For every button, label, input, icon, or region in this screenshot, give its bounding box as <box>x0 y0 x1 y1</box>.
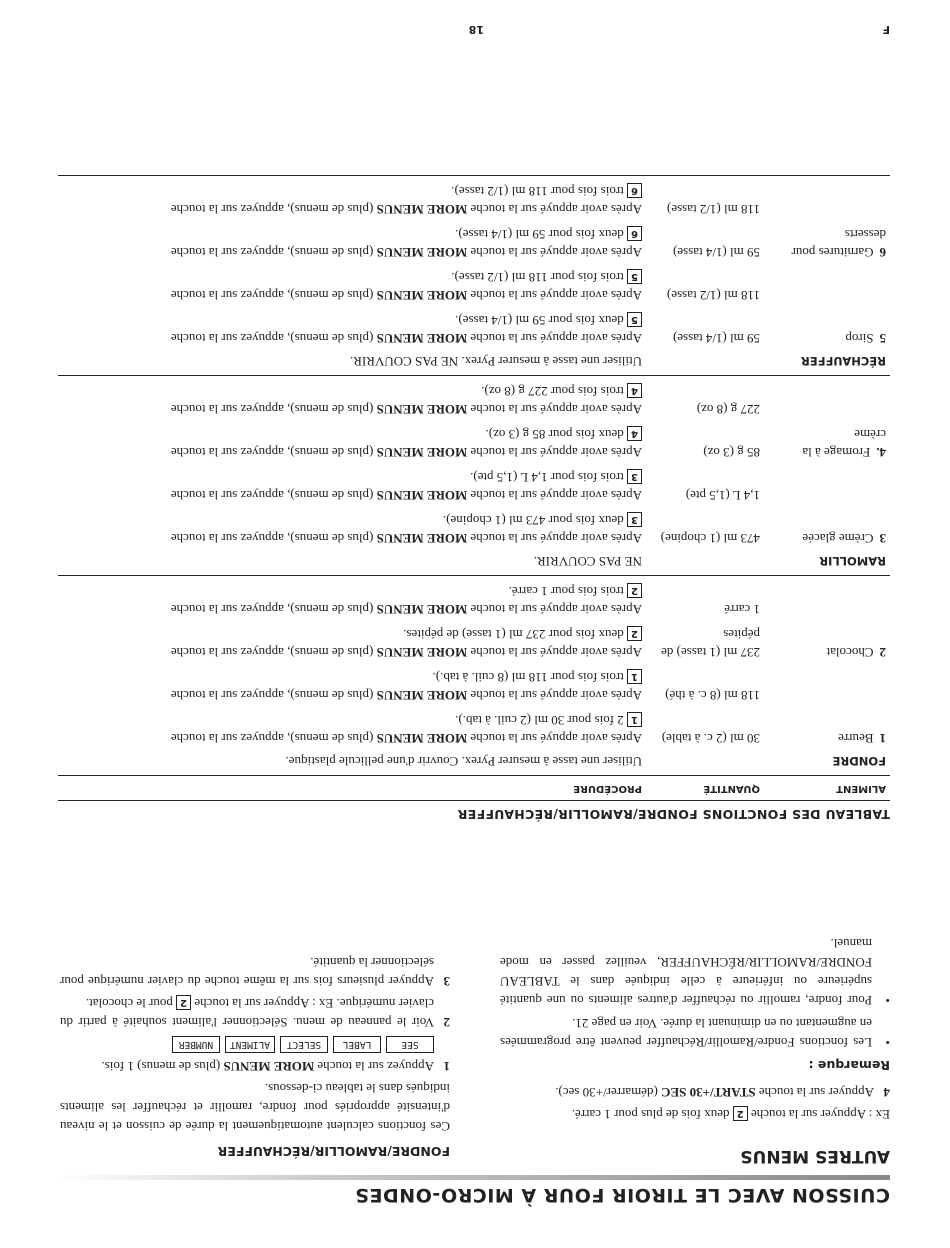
item-number: 4. <box>876 445 886 460</box>
aliment-cell <box>764 376 890 420</box>
procedure-post: (plus de menus), appuyez sur la touche <box>170 202 374 217</box>
aliment-cell <box>764 262 890 305</box>
procedure-pre: Après avoir appuyé sur la touche <box>470 202 642 217</box>
more-menus-key-label: MORE MENUS <box>376 531 468 546</box>
quantite-cell: 118 ml (1/2 tasse) <box>666 288 760 303</box>
example-pre: Ex : Appuyer sur la touche <box>751 1107 890 1122</box>
number-key: 4 <box>627 383 642 398</box>
category-note: Utiliser une tasse à mesurer Pyrex. Couvrir d'une pellicule plastique. <box>58 748 646 776</box>
note-bullet-1 <box>500 1014 890 1052</box>
quantite-cell: 237 ml (1 tasse) de pépites <box>661 627 760 660</box>
procedure-post: (plus de menus), appuyez sur la touche <box>170 731 374 746</box>
procedure-pre: Après avoir appuyé sur la touche <box>470 402 642 417</box>
quantite-cell: 118 ml (8 c. à thé) <box>665 688 760 703</box>
procedure-cell <box>58 219 646 262</box>
aliment-cell <box>764 576 890 620</box>
more-menus-key-label: MORE MENUS <box>376 731 468 746</box>
category-name: RAMOLLIR <box>819 554 886 568</box>
table-row <box>58 576 890 620</box>
step-number: 2 <box>443 1015 450 1030</box>
more-menus-key-label: MORE MENUS <box>223 1059 315 1074</box>
item-name: Chocolat <box>826 645 874 660</box>
note-bullet-2 <box>500 934 890 1010</box>
table-row <box>58 505 890 548</box>
display-word: LABEL <box>333 1036 381 1053</box>
more-menus-key-label: MORE MENUS <box>376 445 468 460</box>
aliment-cell <box>764 305 890 348</box>
item-name: Sirop <box>845 331 874 346</box>
procedure-post: (plus de menus), appuyez sur la touche <box>170 531 374 546</box>
step1-post: (plus de menus) 1 fois. <box>101 1059 221 1074</box>
quantite-cell: 59 ml (1/4 tasse) <box>672 331 760 346</box>
aliment-cell <box>764 505 890 548</box>
more-menus-key-label: MORE MENUS <box>376 645 468 660</box>
table-row <box>58 619 890 662</box>
quantite-cell: 118 ml (1/2 tasse) <box>666 202 760 217</box>
bullet-icon: • <box>885 993 890 1008</box>
category-name: FONDRE <box>832 754 886 768</box>
number-key: 2 <box>627 583 642 598</box>
procedure-tail: deux fois pour 237 ml (1 tasse) de pépites. <box>403 627 624 642</box>
category-note: Utiliser une tasse à mesurer Pyrex. NE PAS COUVRIR. <box>58 348 646 376</box>
procedure-cell <box>58 305 646 348</box>
aliment-cell <box>764 176 890 220</box>
step-1 <box>60 1057 450 1076</box>
step-number: 3 <box>443 974 450 989</box>
col-header-procedure: PROCÉDURE <box>58 776 646 801</box>
table-row <box>58 262 890 305</box>
step1-pre: Appuyez sur la touche <box>317 1059 434 1074</box>
procedure-cell <box>58 376 646 420</box>
procedure-pre: Après avoir appuyé sur la touche <box>470 445 642 460</box>
table-row <box>58 376 890 420</box>
step2-pre: Voir le panneau de menu. Sélectionner l'aliment souhaité à partir du clavier numérique. Ex : Appuyer sur la touche <box>60 996 434 1030</box>
procedure-cell <box>58 262 646 305</box>
table-row <box>58 705 890 748</box>
more-menus-key-label: MORE MENUS <box>376 202 468 217</box>
procedure-pre: Après avoir appuyé sur la touche <box>470 331 642 346</box>
procedure-post: (plus de menus), appuyez sur la touche <box>170 245 374 260</box>
step3-text: Appuyer plusieurs fois sur la même touche du clavier numérique pour sélectionner la quantité. <box>60 955 434 989</box>
procedure-tail: trois fois pour 118 ml (8 cuil. à tab.). <box>432 670 624 685</box>
step2-post: pour le chocolat. <box>85 996 173 1011</box>
procedure-post: (plus de menus), appuyez sur la touche <box>170 688 374 703</box>
procedure-cell <box>58 662 646 705</box>
step-3 <box>60 953 450 991</box>
table-end-rule <box>58 174 890 176</box>
quantite-cell: 30 ml (2 c. à table) <box>661 731 760 746</box>
more-menus-key-label: MORE MENUS <box>376 688 468 703</box>
header-rule <box>58 1175 890 1180</box>
procedure-post: (plus de menus), appuyez sur la touche <box>170 488 374 503</box>
item-name: Garnitures pour desserts <box>791 227 886 260</box>
procedure-tail: deux fois pour 473 ml (1 chopine). <box>442 513 624 528</box>
category-row-ramollir <box>58 548 890 576</box>
table-row <box>58 662 890 705</box>
procedure-post: (plus de menus), appuyez sur la touche <box>170 331 374 346</box>
table-row <box>58 419 890 462</box>
procedure-tail: deux fois pour 85 g (3 oz). <box>485 427 624 442</box>
item-number: 2 <box>879 645 886 660</box>
table-header-row <box>58 776 890 801</box>
example-post: deux fois de plus pour 1 carré. <box>571 1107 730 1122</box>
display-word: ALIMENT <box>225 1036 275 1053</box>
quantite-cell: 1,4 L (1,5 pte) <box>685 488 760 503</box>
display-word: SEE <box>386 1036 434 1053</box>
procedure-post: (plus de menus), appuyez sur la touche <box>170 645 374 660</box>
more-menus-key-label: MORE MENUS <box>376 488 468 503</box>
page-title: CUISSON AVEC LE TIROIR FOUR À MICRO-ONDES <box>354 1184 890 1206</box>
step-number: 4 <box>883 1085 890 1100</box>
aliment-cell <box>764 662 890 705</box>
number-key: 1 <box>627 712 642 727</box>
right-column <box>60 953 450 1161</box>
more-menus-key-label: MORE MENUS <box>376 288 468 303</box>
step-4 <box>500 1083 890 1102</box>
category-row-fondre <box>58 748 890 776</box>
quantite-cell: 227 g (8 oz) <box>696 402 760 417</box>
quantite-cell: 85 g (3 oz) <box>703 445 760 460</box>
table-row <box>58 219 890 262</box>
procedure-cell <box>58 505 646 548</box>
procedure-cell <box>58 705 646 748</box>
procedure-tail: trois fois pour 227 g (8 oz). <box>481 384 624 399</box>
quantite-cell: 1 carré <box>724 602 760 617</box>
more-menus-key-label: MORE MENUS <box>376 602 468 617</box>
procedure-cell <box>58 419 646 462</box>
left-column <box>500 934 890 1124</box>
bullet-icon: • <box>885 1035 890 1050</box>
section-title: AUTRES MENUS <box>740 1146 890 1166</box>
item-name: Fromage à la crème <box>802 427 886 460</box>
category-row-rechauffer <box>58 348 890 376</box>
procedure-post: (plus de menus), appuyez sur la touche <box>170 402 374 417</box>
procedure-post: (plus de menus), appuyez sur la touche <box>170 602 374 617</box>
aliment-cell <box>764 619 890 662</box>
item-number: 6 <box>879 245 886 260</box>
procedure-pre: Après avoir appuyé sur la touche <box>470 688 642 703</box>
page-number: 18 <box>468 23 484 36</box>
item-number: 5 <box>879 331 886 346</box>
more-menus-key-label: MORE MENUS <box>376 331 468 346</box>
procedure-pre: Après avoir appuyé sur la touche <box>470 488 642 503</box>
example-line <box>500 1105 890 1124</box>
aliment-cell <box>764 419 890 462</box>
display-word: NUMBER <box>172 1036 220 1053</box>
step-number: 1 <box>443 1059 450 1074</box>
procedure-tail: deux fois pour 59 ml (1/4 tasse). <box>455 227 624 242</box>
start-key-label: START/+30 SEC <box>661 1085 756 1100</box>
intro-text: Ces fonctions calculent automatiquement la durée de cuisson et le niveau d'intensité appropriés pour fondre, ramollir et réchauffer les aliments indiqués dans le tableau ci-dessous. <box>60 1081 450 1134</box>
language-code: F <box>882 23 890 36</box>
key-2: 2 <box>733 1106 748 1121</box>
item-number: 3 <box>879 531 886 546</box>
aliment-cell <box>764 705 890 748</box>
number-key: 3 <box>627 512 642 527</box>
number-key: 3 <box>627 469 642 484</box>
number-key: 2 <box>627 626 642 641</box>
procedure-post: (plus de menus), appuyez sur la touche <box>170 288 374 303</box>
procedure-pre: Après avoir appuyé sur la touche <box>470 731 642 746</box>
col-header-quantite: QUANTITÉ <box>646 776 764 801</box>
procedure-pre: Après avoir appuyé sur la touche <box>470 245 642 260</box>
display-word: SELECT <box>280 1036 328 1053</box>
note-title: Remarque : <box>808 1058 890 1073</box>
item-number: 1 <box>879 731 886 746</box>
procedure-tail: trois fois pour 118 ml (1/2 tasse). <box>451 184 624 199</box>
procedure-pre: Après avoir appuyé sur la touche <box>470 645 642 660</box>
procedure-post: (plus de menus), appuyez sur la touche <box>170 445 374 460</box>
function-title: FONDRE/RAMOLLIR/RÉCHAUFFER <box>217 1144 450 1159</box>
more-menus-key-label: MORE MENUS <box>376 402 468 417</box>
number-key: 5 <box>627 312 642 327</box>
item-name: Beurre <box>838 731 874 746</box>
table-row <box>58 462 890 505</box>
procedure-pre: Après avoir appuyé sur la touche <box>470 602 642 617</box>
quantite-cell: 59 ml (1/4 tasse) <box>672 245 760 260</box>
procedure-cell <box>58 462 646 505</box>
number-key: 6 <box>627 183 642 198</box>
table-row <box>58 305 890 348</box>
table-row <box>58 176 890 220</box>
number-key: 6 <box>627 226 642 241</box>
col-header-aliment: ALIMENT <box>764 776 890 801</box>
key-2: 2 <box>176 995 191 1010</box>
procedure-tail: deux fois pour 59 ml (1/4 tasse). <box>455 313 624 328</box>
number-key: 5 <box>627 269 642 284</box>
step4-pre: Appuyer sur la touche <box>758 1085 874 1100</box>
quantite-cell: 473 ml (1 chopine) <box>660 531 760 546</box>
function-table <box>58 174 890 801</box>
procedure-tail: trois fois pour 1,4 L (1,5 pte). <box>470 470 624 485</box>
item-name: Crème glacée <box>802 531 874 546</box>
procedure-cell <box>58 176 646 220</box>
procedure-tail: trois fois pour 118 ml (1/2 tasse). <box>451 270 624 285</box>
aliment-cell <box>764 219 890 262</box>
procedure-pre: Après avoir appuyé sur la touche <box>470 531 642 546</box>
procedure-pre: Après avoir appuyé sur la touche <box>470 288 642 303</box>
number-key: 1 <box>627 669 642 684</box>
procedure-tail: trois fois pour 1 carré. <box>508 584 624 599</box>
bullet-2-text: Pour fondre, ramollir ou réchauffer d'autres aliments ou une quantité supérieure ou inférieure à celle indiquée dans le TABLEAU FONDRE/RAMOLLIR/RÉCHAUFFER, veuillez passer en mode manuel. <box>500 936 872 1008</box>
table-title: TABLEAU DES FONCTIONS FONDRE/RAMOLLIR/RÉCHAUFFER <box>457 807 890 822</box>
procedure-tail: 2 fois pour 30 ml (2 cuil. à tab.). <box>455 713 624 728</box>
display-panel <box>60 1036 434 1053</box>
procedure-cell <box>58 576 646 620</box>
procedure-cell <box>58 619 646 662</box>
more-menus-key-label: MORE MENUS <box>376 245 468 260</box>
number-key: 4 <box>627 426 642 441</box>
bullet-1-text: Les fonctions Fondre/Ramollir/Réchauffer peuvent être programmées en augmentant ou en diminuant la durée. Voir en page 21. <box>500 1016 872 1050</box>
step4-post: (démarrer/+30 sec). <box>555 1085 658 1100</box>
step-2 <box>60 994 450 1032</box>
aliment-cell <box>764 462 890 505</box>
category-name: RÉCHAUFFER <box>800 354 886 368</box>
category-note: NE PAS COUVRIR. <box>58 548 646 576</box>
